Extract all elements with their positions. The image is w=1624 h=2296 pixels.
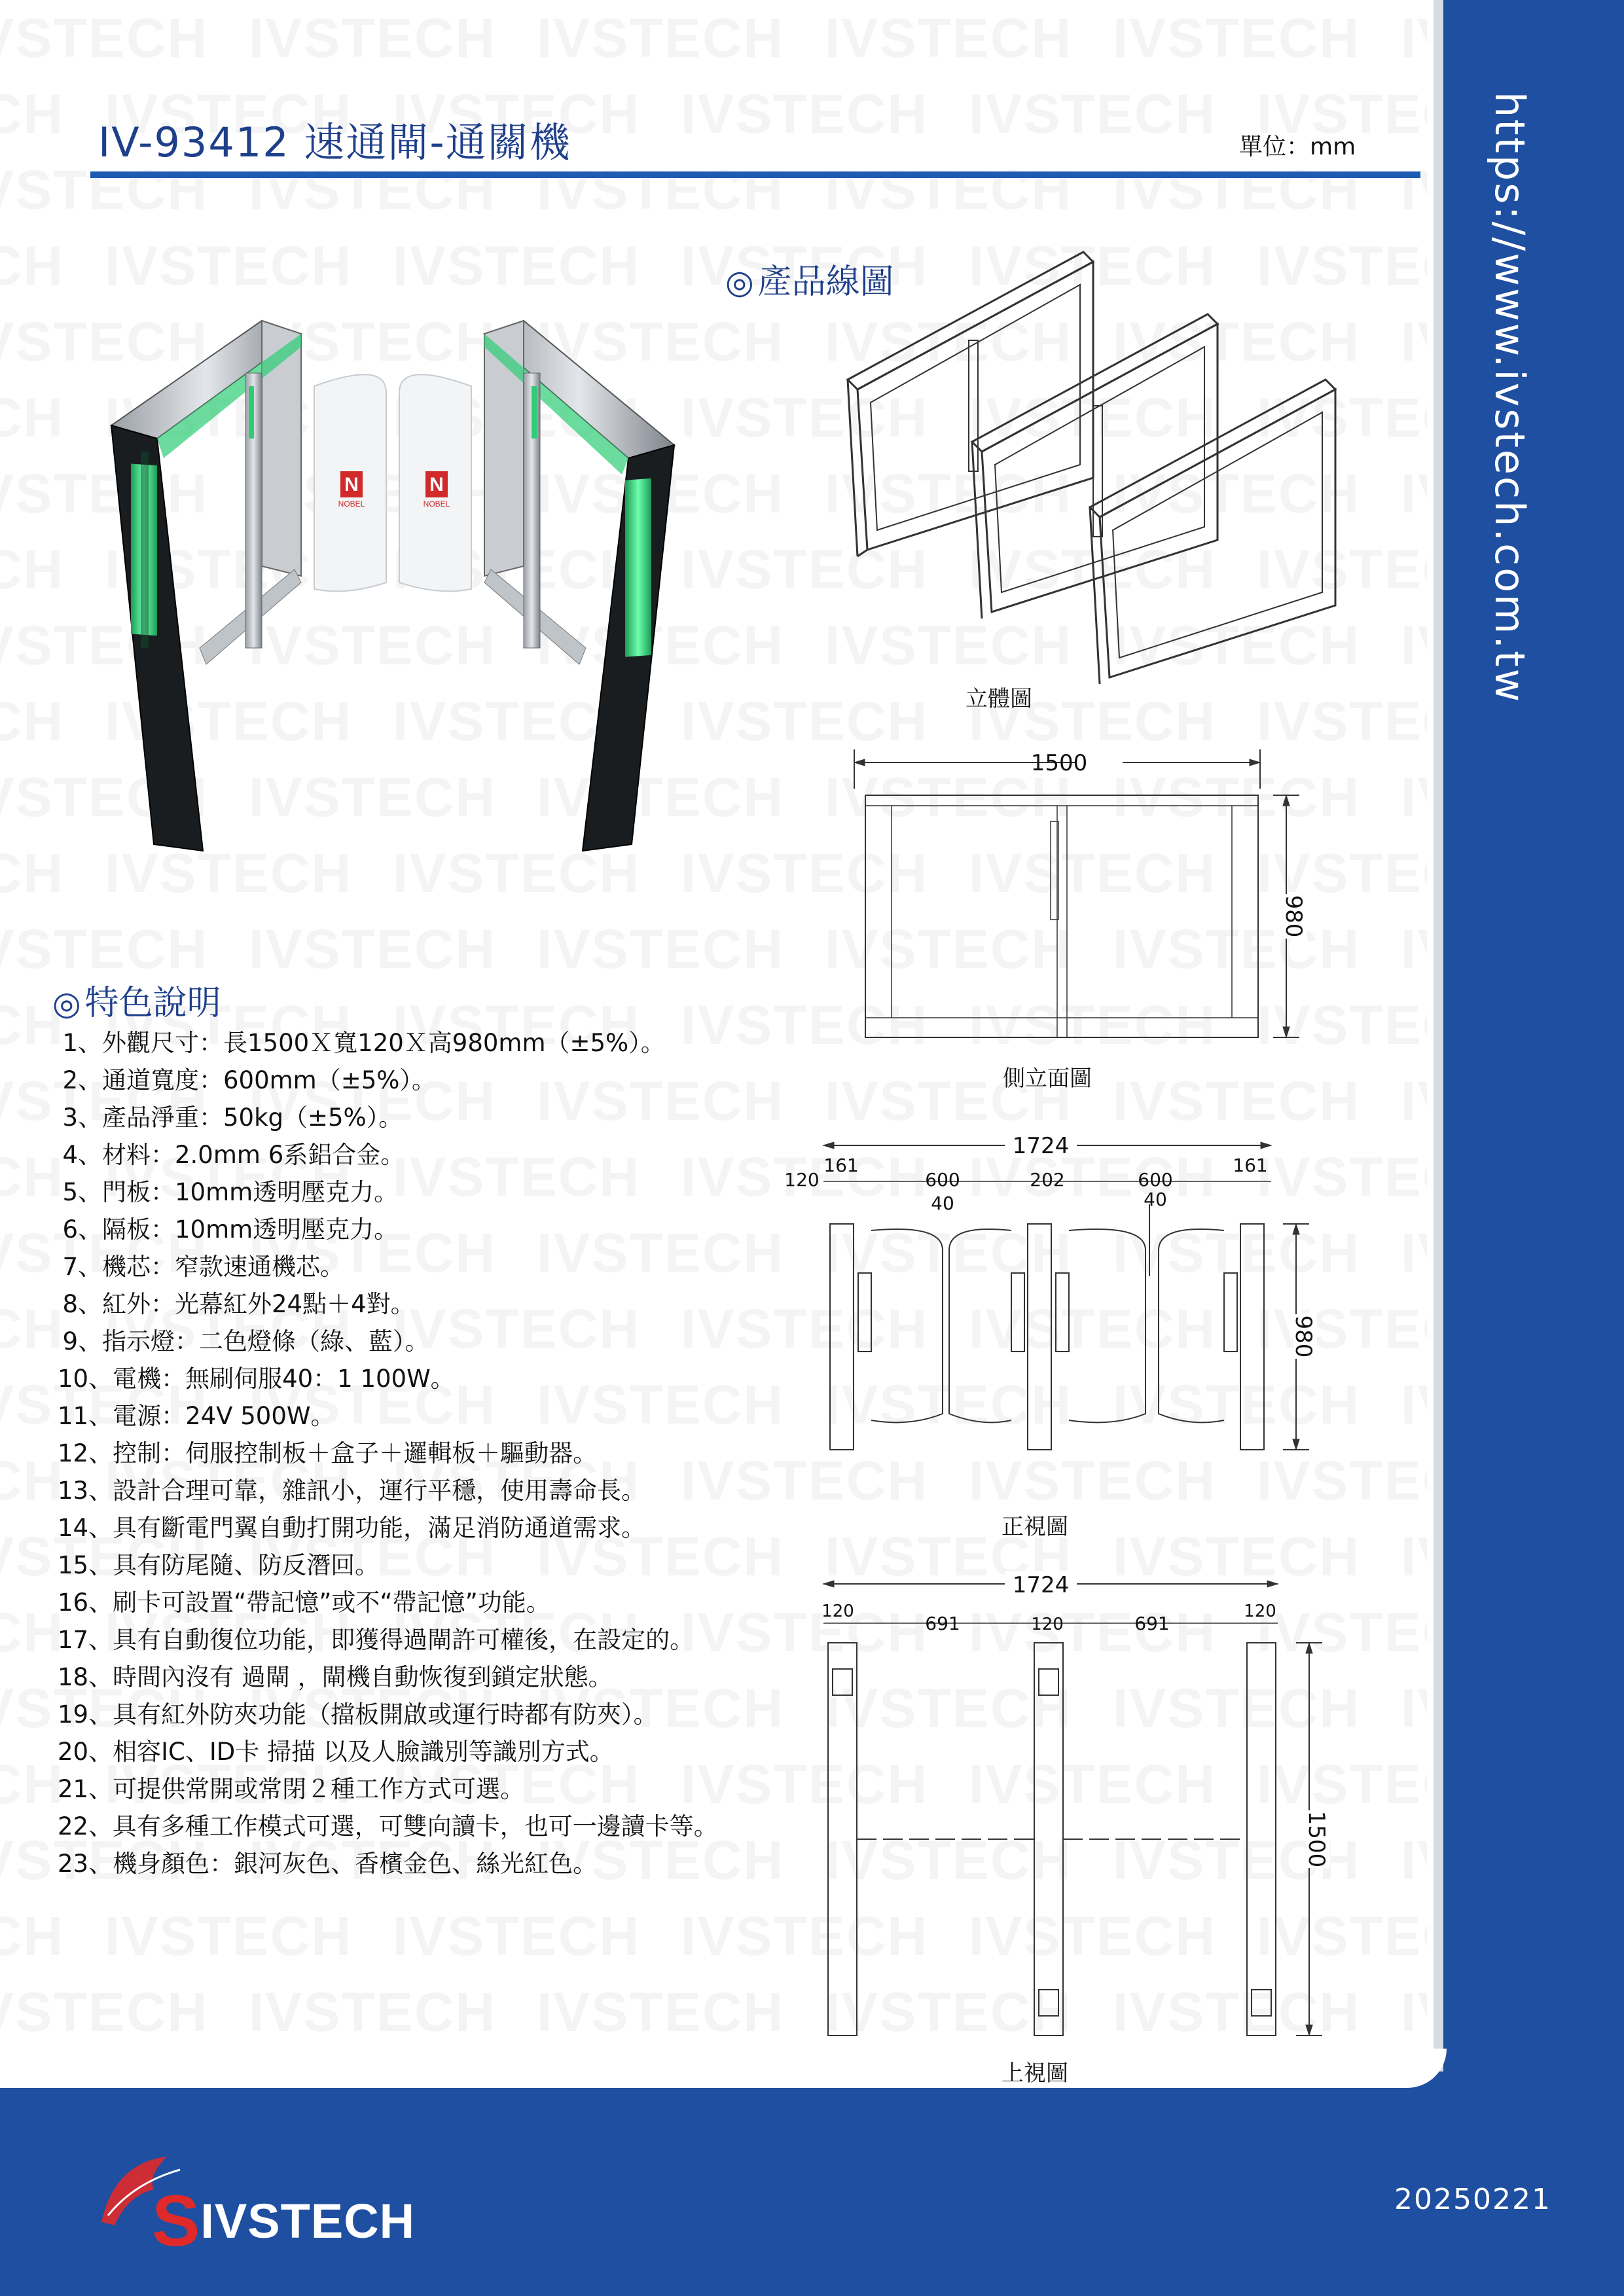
dim-front-600a: 600 — [925, 1169, 960, 1191]
feature-number: 21、 — [58, 1775, 113, 1803]
watermark-text — [537, 7, 784, 70]
feature-text: 電源：24V 500W。 — [113, 1402, 335, 1430]
watermark-text — [0, 82, 64, 146]
feature-text: 通道寬度：600mm（±5%）。 — [102, 1066, 436, 1094]
dim-front-40a: 40 — [931, 1193, 954, 1214]
watermark-text — [0, 538, 64, 601]
feature-number: 14、 — [58, 1514, 113, 1542]
feature-item — [58, 1285, 784, 1323]
watermark-text — [825, 158, 1072, 222]
feature-item — [58, 1472, 784, 1509]
feature-number: 10、 — [58, 1365, 113, 1393]
dim-top-total: 1724 — [1012, 1572, 1070, 1598]
feature-item — [58, 1323, 784, 1360]
feature-item — [58, 1099, 784, 1136]
feature-item — [58, 1435, 784, 1472]
feature-text: 具有自動復位功能，即獲得過閘許可權後，在設定的。 — [113, 1626, 695, 1654]
flap-brand-right: NOBEL — [423, 499, 450, 509]
dim-top-length: 1500 — [1303, 1810, 1329, 1868]
feature-number: 17、 — [58, 1626, 113, 1654]
watermark-text — [1401, 766, 1427, 829]
title-underline — [90, 171, 1420, 178]
watermark-text — [1401, 1677, 1427, 1740]
dim-top-691a: 691 — [925, 1613, 960, 1634]
feature-number: 3、 — [62, 1103, 102, 1132]
feature-item — [58, 1248, 784, 1285]
watermark-text — [537, 158, 784, 222]
caption-top-view: 上視圖 — [1001, 2060, 1068, 2087]
feature-text: 具有防尾隨、防反潛回。 — [113, 1551, 380, 1579]
watermark-text — [0, 7, 208, 70]
watermark-text — [1113, 1069, 1360, 1133]
flap-brand-left: NOBEL — [338, 499, 365, 509]
watermark-text — [1401, 1069, 1427, 1133]
document-date: 20250221 — [1394, 2183, 1551, 2216]
watermark-text — [0, 1145, 64, 1209]
section-mark: ◎ — [52, 984, 81, 1022]
top-view-drawing — [779, 1571, 1342, 2055]
feature-item — [58, 1621, 784, 1659]
feature-number: 8、 — [62, 1290, 102, 1318]
section-mark: ◎ — [725, 263, 754, 301]
watermark-text — [537, 918, 784, 981]
feature-number: 16、 — [58, 1588, 113, 1617]
watermark-text — [969, 82, 1216, 146]
watermark-text — [0, 1753, 64, 1816]
watermark-text — [1401, 310, 1427, 374]
watermark-text — [1401, 918, 1427, 981]
watermark-text — [393, 234, 640, 298]
feature-text: 機芯：窄款速通機芯。 — [102, 1253, 344, 1281]
feature-number: 15、 — [58, 1551, 113, 1579]
feature-number: 4、 — [62, 1141, 102, 1169]
feature-item — [58, 1174, 784, 1211]
feature-item — [58, 1733, 784, 1770]
watermark-text — [249, 918, 496, 981]
feature-number: 23、 — [58, 1850, 113, 1878]
feature-number: 9、 — [62, 1327, 102, 1355]
feature-item — [58, 1659, 784, 1696]
watermark-text — [0, 234, 64, 298]
watermark-text — [393, 1905, 640, 1968]
feature-item — [58, 1062, 784, 1099]
feature-item — [58, 1845, 784, 1882]
feature-text: 控制：伺服控制板＋盒子＋邏輯板＋驅動器。 — [113, 1439, 598, 1467]
feature-text: 時間內沒有 過閘 ，閘機自動恢復到鎖定狀態。 — [113, 1663, 613, 1691]
feature-text: 相容IC、ID卡 掃描 以及人臉識別等識別方式。 — [113, 1738, 614, 1766]
feature-number: 13、 — [58, 1477, 113, 1505]
page-title: IV-93412 速通閘-通關機 — [98, 118, 571, 166]
feature-item — [58, 1808, 784, 1845]
watermark-text — [1401, 158, 1427, 222]
watermark-text — [0, 386, 64, 450]
website-url[interactable]: https://www.ivstech.com.tw — [1486, 92, 1534, 704]
section-title: 產品線圖 — [757, 262, 894, 302]
dim-front-120: 120 — [784, 1169, 820, 1191]
feature-number: 19、 — [58, 1700, 113, 1729]
feature-item — [58, 1509, 784, 1547]
feature-item — [58, 1397, 784, 1435]
feature-text: 隔板：10mm透明壓克力。 — [102, 1215, 399, 1244]
feature-number: 12、 — [58, 1439, 113, 1467]
logo-name: IVSTECH — [200, 2194, 416, 2248]
product-photo — [98, 308, 687, 857]
feature-number: 20、 — [58, 1738, 113, 1766]
isometric-drawing — [844, 249, 1342, 694]
feature-text: 具有斷電門翼自動打開功能，滿足消防通道需求。 — [113, 1514, 646, 1542]
watermark-text — [1401, 1221, 1427, 1285]
watermark-text — [1401, 7, 1427, 70]
dim-side-height: 980 — [1280, 895, 1307, 938]
svg-text:N: N — [344, 474, 359, 495]
feature-text: 材料：2.0mm 6系鋁合金。 — [102, 1141, 405, 1169]
dim-front-height: 980 — [1290, 1315, 1316, 1358]
feature-text: 產品淨重：50kg（±5%）。 — [102, 1103, 403, 1132]
dim-top-120b: 120 — [1031, 1615, 1064, 1634]
caption-side-elevation: 側立面圖 — [1003, 1066, 1092, 1092]
feature-text: 指示燈：二色燈條（綠、藍）。 — [102, 1327, 429, 1355]
dim-side-width: 1500 — [1030, 750, 1088, 776]
watermark-text — [249, 7, 496, 70]
feature-item — [58, 1770, 784, 1808]
feature-number: 11、 — [58, 1402, 113, 1430]
watermark-text — [1401, 1525, 1427, 1588]
dim-front-202: 202 — [1030, 1169, 1065, 1191]
watermark-text — [681, 82, 928, 146]
watermark-text — [0, 1601, 64, 1664]
feature-text: 具有紅外防夾功能（擋板開啟或運行時都有防夾）。 — [113, 1700, 658, 1729]
watermark-text — [0, 1981, 208, 2044]
watermark-text — [537, 1981, 784, 2044]
watermark-text — [825, 7, 1072, 70]
company-logo-text — [152, 2172, 416, 2261]
watermark-text — [1401, 1373, 1427, 1437]
feature-text: 設計合理可靠，雜訊小，運行平穩，使用壽命長。 — [113, 1477, 646, 1505]
feature-text: 可提供常開或常閉２種工作方式可選。 — [113, 1775, 525, 1803]
side-band — [1443, 0, 1624, 2296]
watermark-text — [0, 1449, 64, 1513]
feature-list — [58, 1024, 784, 1882]
watermark-text — [0, 1297, 64, 1361]
front-view-drawing — [779, 1126, 1329, 1492]
logo-initial: S — [152, 2181, 201, 2261]
caption-front-view: 正視圖 — [1001, 1514, 1068, 1540]
feature-item — [58, 1211, 784, 1248]
feature-number: 2、 — [62, 1066, 102, 1094]
feature-text: 電機：無刷伺服40：1 100W。 — [113, 1365, 455, 1393]
feature-item — [58, 1136, 784, 1174]
dim-top-120c: 120 — [1244, 1602, 1276, 1621]
dim-front-total: 1724 — [1012, 1133, 1070, 1159]
watermark-text — [249, 1981, 496, 2044]
side-elevation-drawing — [841, 743, 1312, 1057]
dim-top-120a: 120 — [821, 1602, 854, 1621]
feature-item — [58, 1696, 784, 1733]
feature-number: 6、 — [62, 1215, 102, 1244]
feature-text: 外觀尺寸：長1500Ｘ寬120Ｘ高980mm（±5%）。 — [102, 1029, 665, 1057]
unit-label: 單位：mm — [1239, 134, 1356, 160]
watermark-text — [1401, 1981, 1427, 2044]
dim-front-600b: 600 — [1138, 1169, 1173, 1191]
watermark-text — [1113, 158, 1360, 222]
watermark-text — [1401, 462, 1427, 526]
feature-text: 刷卡可設置“帶記憶”或不“帶記憶”功能。 — [113, 1588, 550, 1617]
feature-number: 5、 — [62, 1178, 102, 1206]
feature-text: 具有多種工作模式可選，可雙向讀卡，也可一邊讀卡等。 — [112, 1812, 718, 1840]
watermark-text — [1401, 1829, 1427, 1892]
feature-item — [58, 1584, 784, 1621]
watermark-text — [1401, 614, 1427, 677]
watermark-text — [0, 918, 208, 981]
feature-number: 18、 — [58, 1663, 113, 1691]
section-title: 特色說明 — [84, 984, 221, 1023]
dim-front-40b: 40 — [1144, 1189, 1167, 1210]
watermark-text — [105, 1905, 352, 1968]
feature-number: 1、 — [62, 1029, 102, 1057]
feature-item — [58, 1547, 784, 1584]
caption-isometric: 立體圖 — [965, 686, 1032, 712]
svg-text:N: N — [429, 474, 444, 495]
feature-number: 7、 — [62, 1253, 102, 1281]
watermark-text — [0, 1905, 64, 1968]
watermark-text — [0, 690, 64, 753]
dim-front-161a: 161 — [823, 1155, 859, 1176]
watermark-text — [105, 234, 352, 298]
watermark-text — [1113, 7, 1360, 70]
feature-text: 門板：10mm透明壓克力。 — [102, 1178, 399, 1206]
feature-number: 22、 — [58, 1812, 113, 1840]
feature-item — [58, 1360, 784, 1397]
dim-front-161b: 161 — [1233, 1155, 1268, 1176]
feature-text: 機身顏色：銀河灰色、香檳金色、絲光紅色。 — [113, 1850, 598, 1878]
section-heading-features — [52, 975, 221, 1024]
watermark-text — [0, 842, 64, 905]
feature-text: 紅外：光幕紅外24點＋4對。 — [102, 1290, 415, 1318]
feature-item — [58, 1024, 784, 1062]
dim-top-691b: 691 — [1134, 1613, 1170, 1634]
